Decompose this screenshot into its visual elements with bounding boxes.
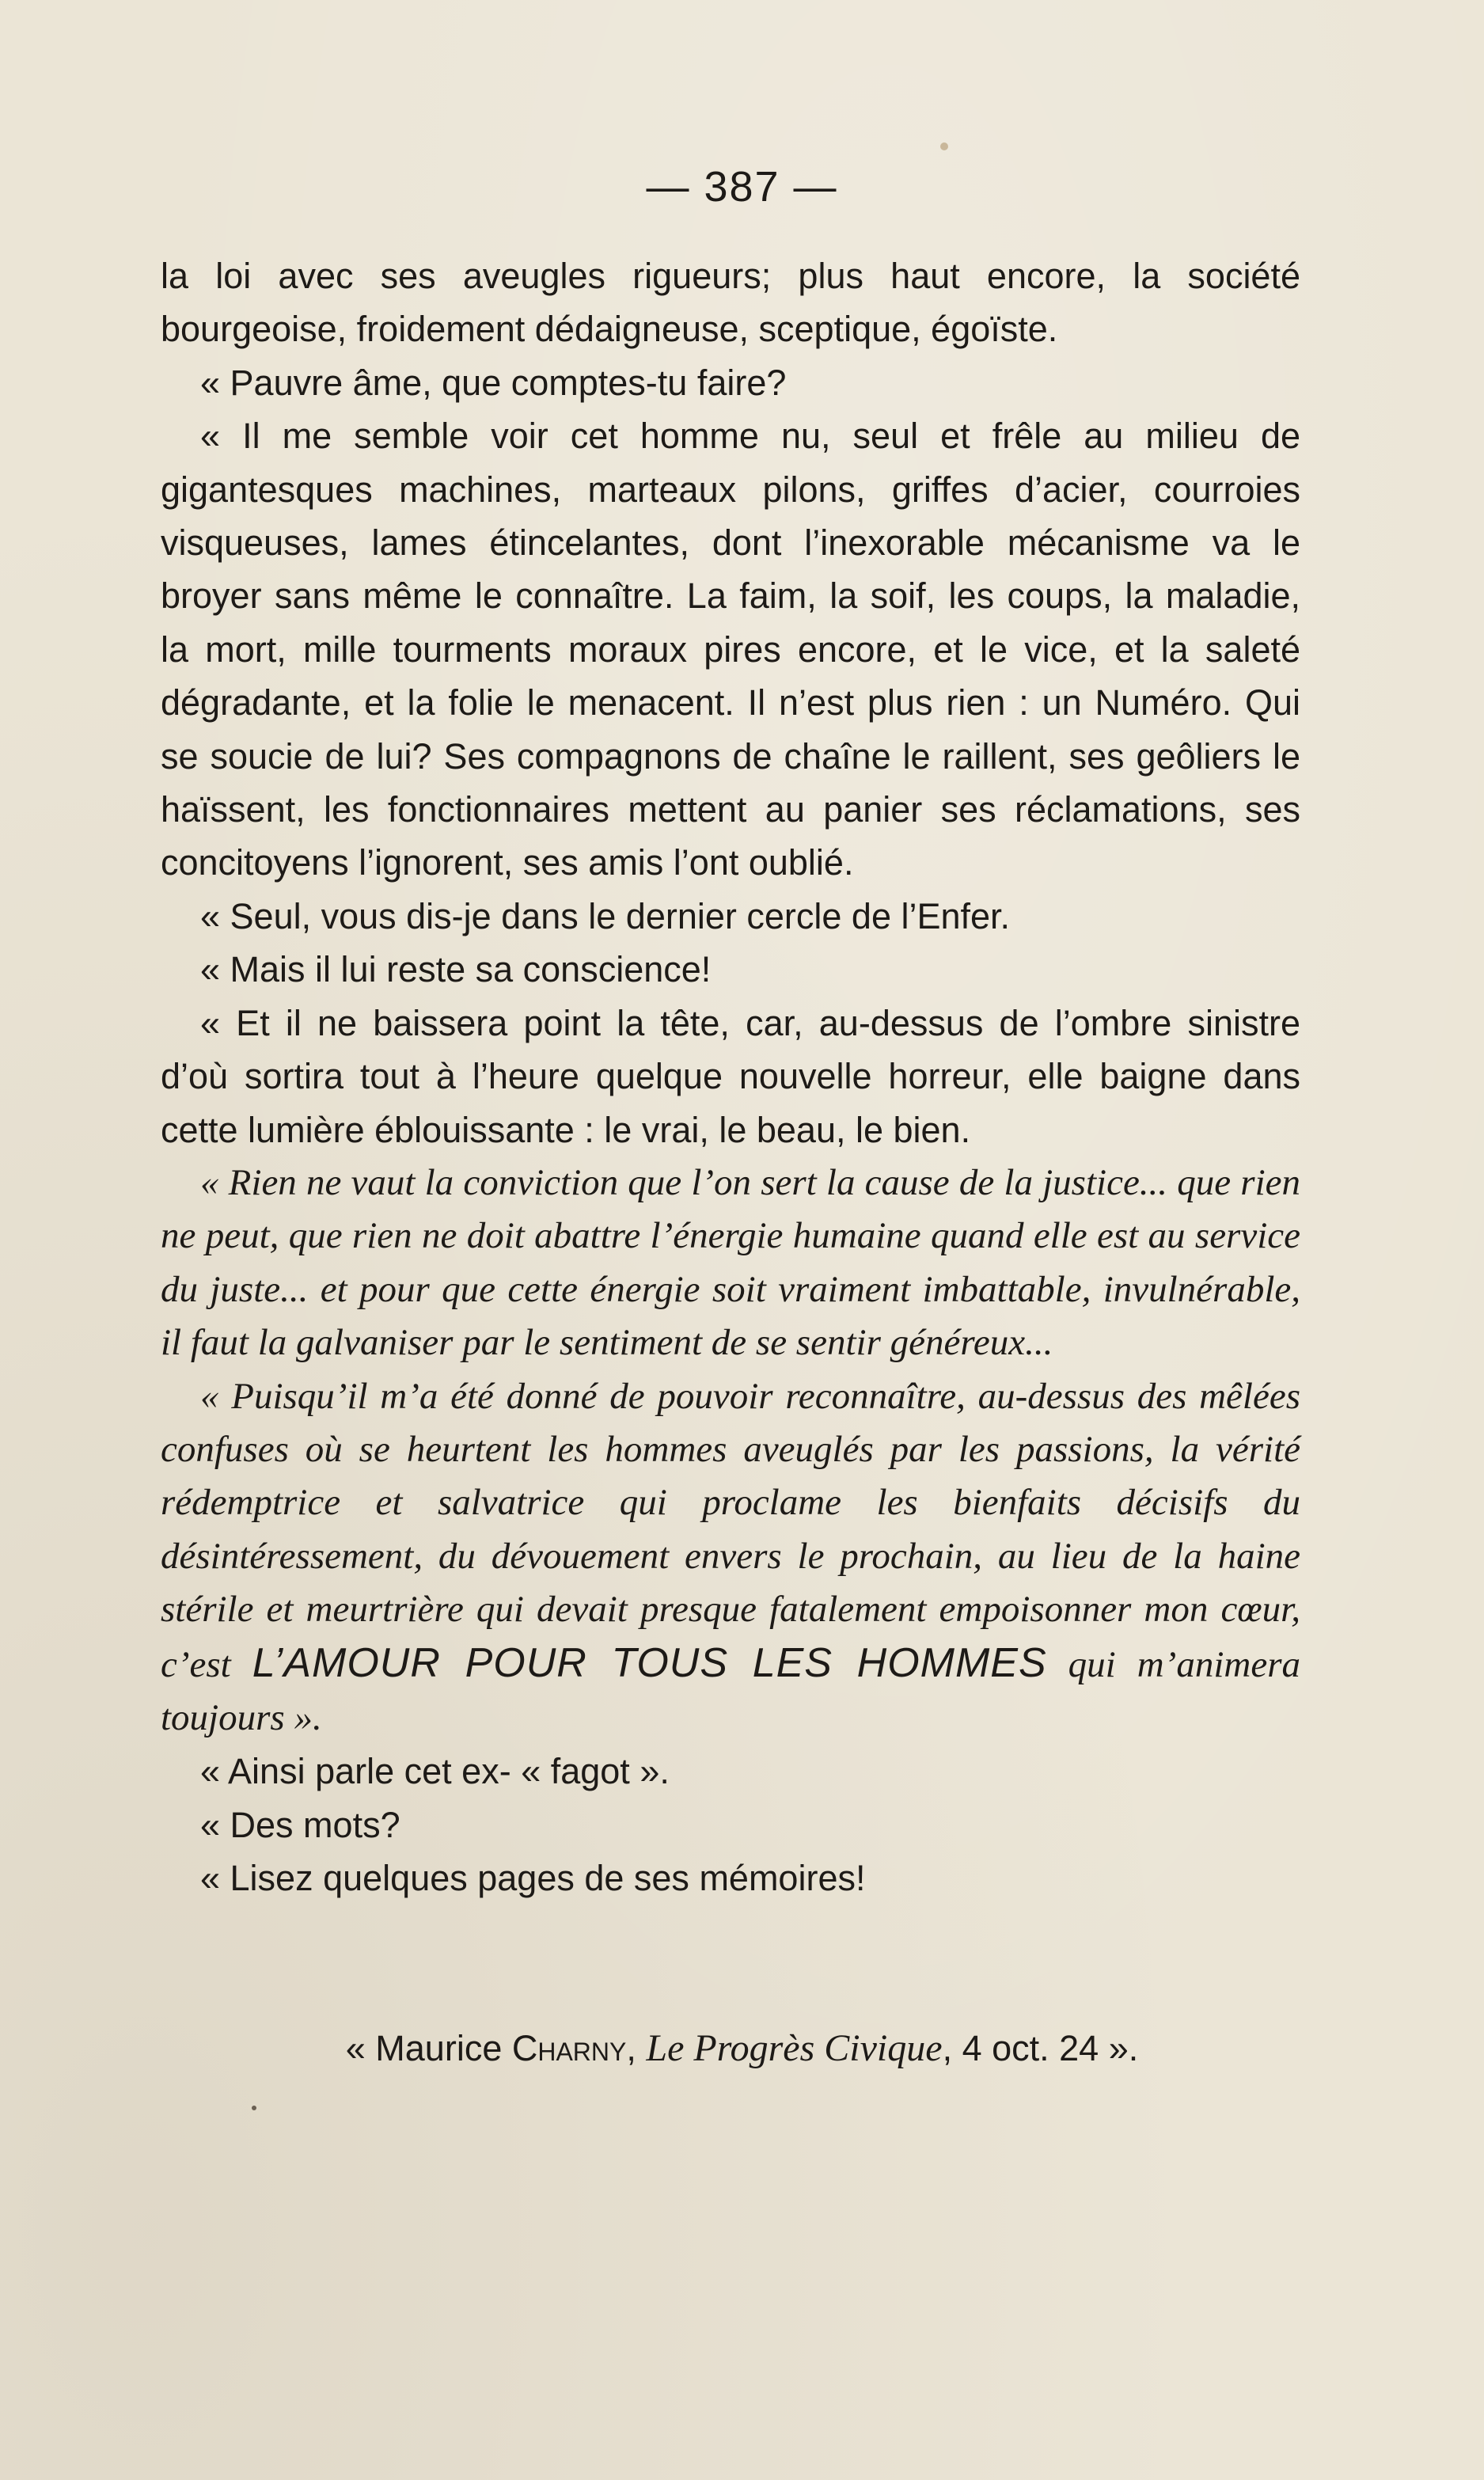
paper-speck <box>252 2106 256 2110</box>
emphasis-caps: L’AMOUR POUR TOUS LES HOMMES <box>252 1639 1047 1686</box>
paragraph: « Des mots? <box>200 1804 400 1845</box>
paragraph: « Pauvre âme, que comptes-tu faire? <box>200 362 787 403</box>
paragraph: « Et il ne baissera point la tête, car, au-dessus de l’ombre sinistre d’où sortira tout à l’heure quelque nouvelle horreur, elle baigne dans cette lumière éblouissante : le vrai, le beau, le bien. <box>161 1002 1300 1150</box>
paragraph: « Seul, vous dis-je dans le dernier cercle de l’Enfer. <box>200 895 1011 936</box>
paragraph: « Il me semble voir cet homme nu, seul et frêle au milieu de gigantesques machines, marteaux pilons, griffes d’acier, courroies visqueuses, lames étincelantes, dont l’inexorable mécanisme va le broyer sans même le connaître. La faim, la soif, les coups, la maladie, la mort, mille tourments moraux pires encore, et le vice, et la saleté dégradante, et la folie le menacent. Il n’est plus rien : un Numéro. Qui se soucie de lui? Ses compagnons de chaîne le raillent, ses geôliers le haïssent, les fonctionnaires mettent au panier ses réclamations, ses concitoyens l’ignorent, ses amis l’ont oublié. <box>161 416 1300 883</box>
citation-date: , 4 oct. 24 ». <box>942 2028 1139 2068</box>
paragraph: « Ainsi parle cet ex- « fagot ». <box>200 1751 670 1792</box>
citation-journal: Le Progrès Civique <box>646 2027 943 2069</box>
citation <box>0 2026 1484 2070</box>
quote-text: qui m’animera toujours ». <box>161 1643 1300 1738</box>
paragraph: « Lisez quelques pages de ses mémoires! <box>200 1858 866 1899</box>
paper-speck <box>940 142 948 150</box>
quote-text: « Puisqu’il m’a été donné de pouvoir reconnaître, au-dessus des mêlées confuses où se heurtent les hommes aveuglés par les passions, la vérité rédemptrice et salvatrice qui proclame les bienfaits décisifs du désintéressement, du dévouement envers le prochain, au lieu de la haine stérile et meurtrière qui devait presque fatalement empoisonner mon cœur, c’est <box>161 1375 1300 1685</box>
citation-author: Charny <box>511 2028 627 2068</box>
citation-open: « Maurice <box>345 2028 512 2068</box>
page-number: — 387 — <box>646 163 838 211</box>
paragraph: « Mais il lui reste sa conscience! <box>200 949 712 990</box>
italic-quote-paragraph: « Rien ne vaut la conviction que l’on sert la cause de la justice... que rien ne peut, que rien ne doit abattre l’énergie humaine quand elle est au service du juste... et pour que cette énergie soit vraiment imbattable, invulnérable, il faut la galvaniser par le sentiment de se sentir généreux... <box>161 1161 1300 1364</box>
citation-comma: , <box>626 2028 647 2068</box>
italic-quote-paragraph <box>161 1370 1300 1745</box>
body-text <box>161 249 1300 1905</box>
paragraph: la loi avec ses aveugles rigueurs; plus haut encore, la société bourgeoise, froidement dédaigneuse, sceptique, égoïste. <box>161 256 1300 350</box>
